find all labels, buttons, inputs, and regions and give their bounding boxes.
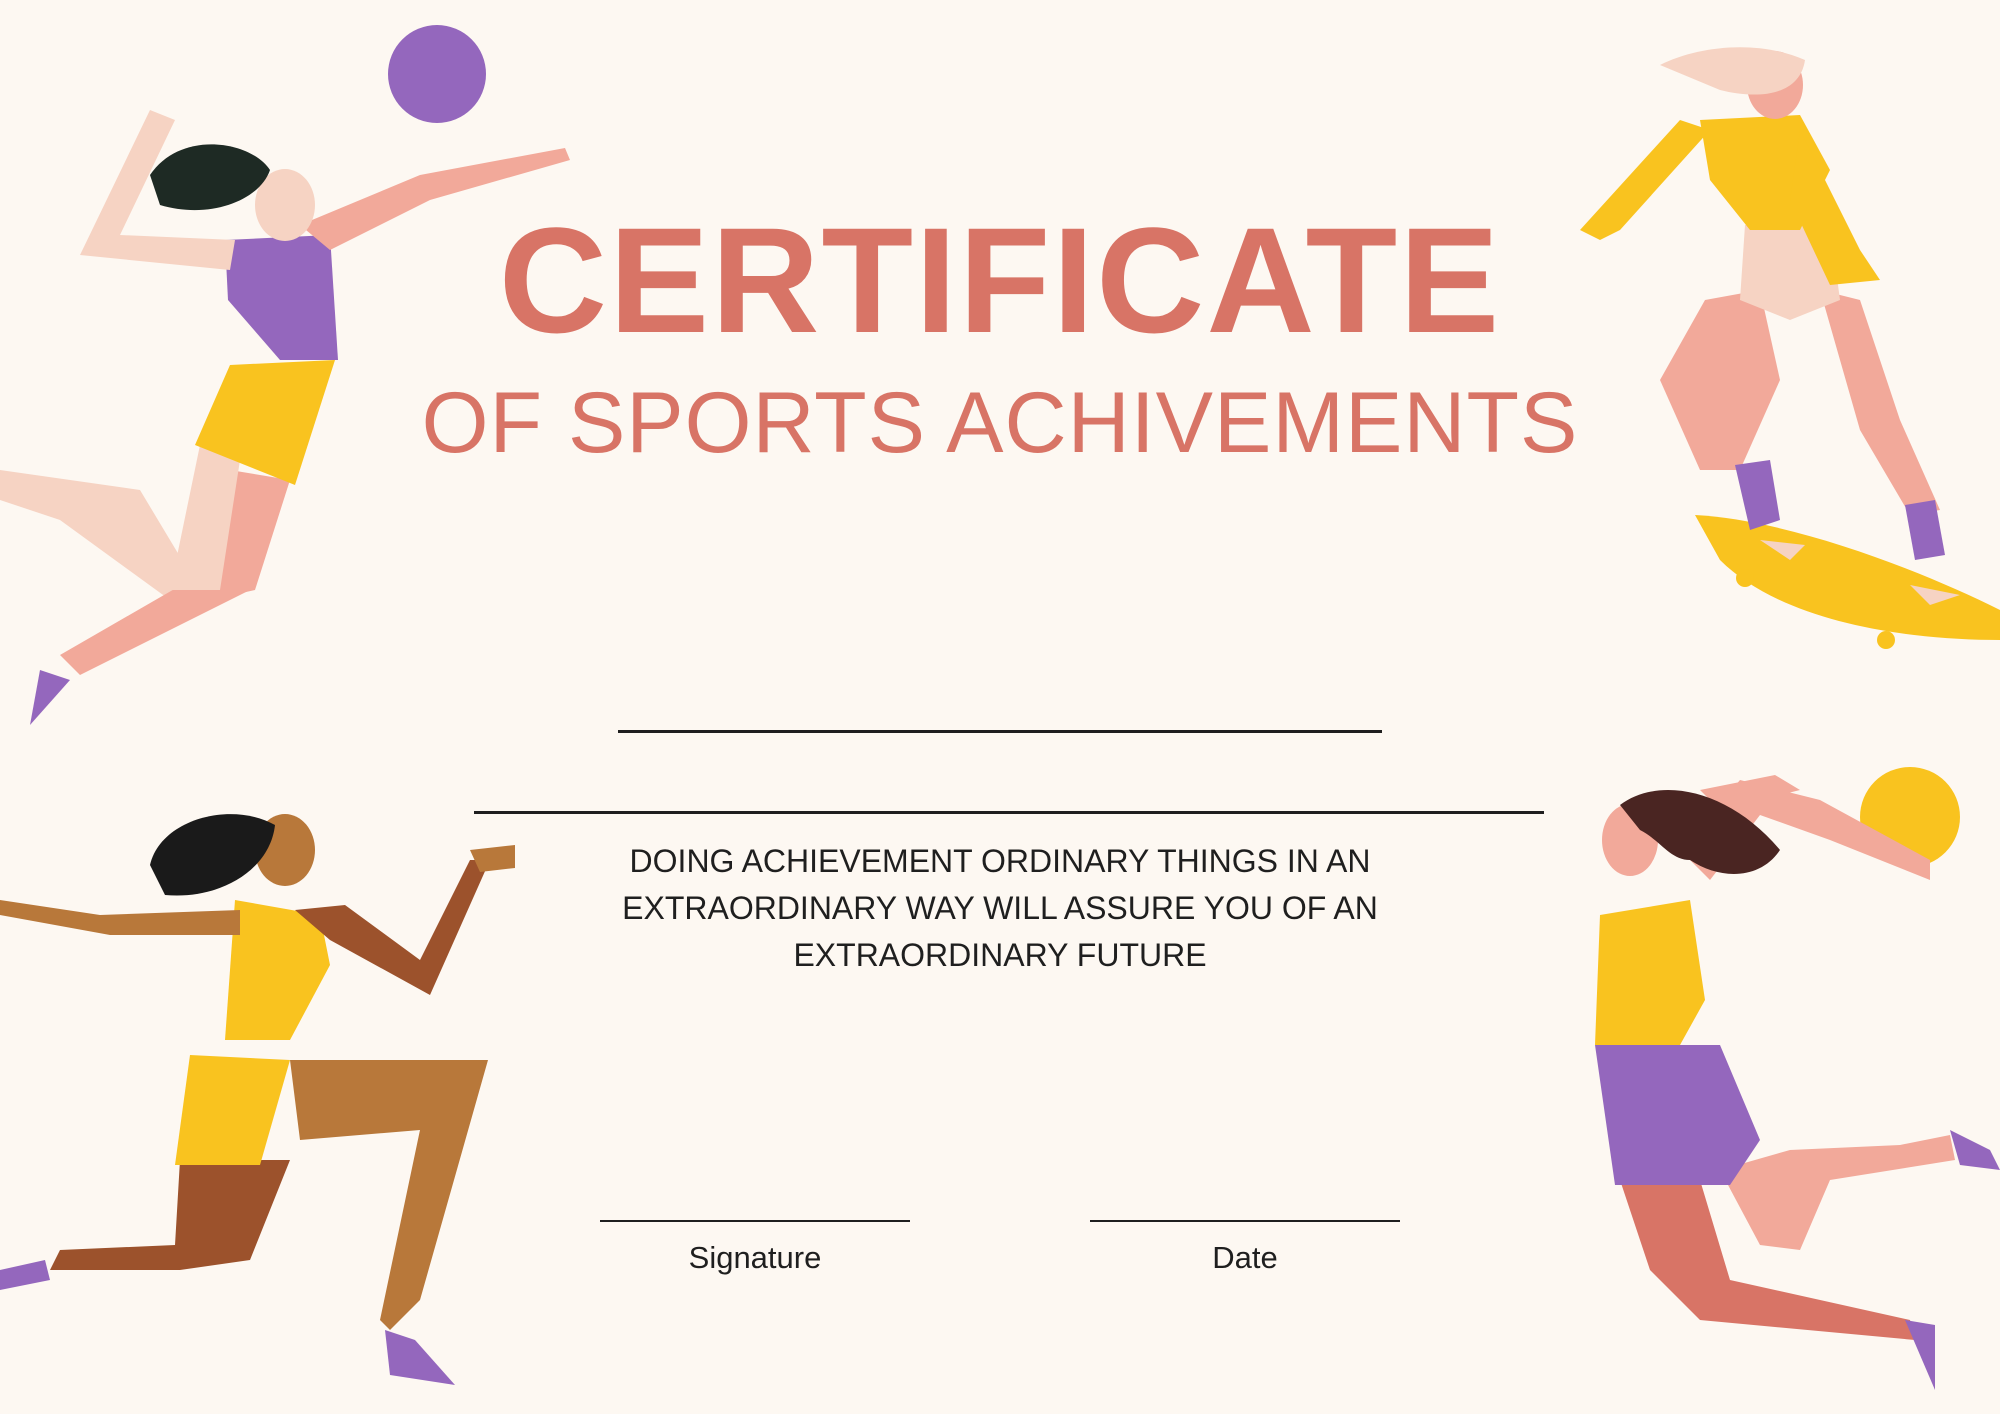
- signature-line: [600, 1220, 910, 1222]
- recipient-detail-line: [474, 811, 1544, 814]
- certificate-title: CERTIFICATE: [498, 196, 1502, 364]
- signature-label: Signature: [688, 1240, 822, 1275]
- date-line: [1090, 1220, 1400, 1222]
- volleyball-player-bottom-right-icon: [1595, 767, 2000, 1390]
- certificate-message: DOING ACHIEVEMENT ORDINARY THINGS IN AN EXTRAORDINARY WAY WILL ASSURE YOU OF AN EXTRAORDINARY FUTURE: [622, 843, 1378, 973]
- runner-bottom-left-icon: [0, 814, 515, 1385]
- date-label: Date: [1212, 1240, 1278, 1275]
- purple-ball-icon: [388, 25, 486, 123]
- certificate-subtitle: OF SPORTS ACHIVEMENTS: [421, 375, 1579, 471]
- recipient-name-line: [618, 730, 1382, 733]
